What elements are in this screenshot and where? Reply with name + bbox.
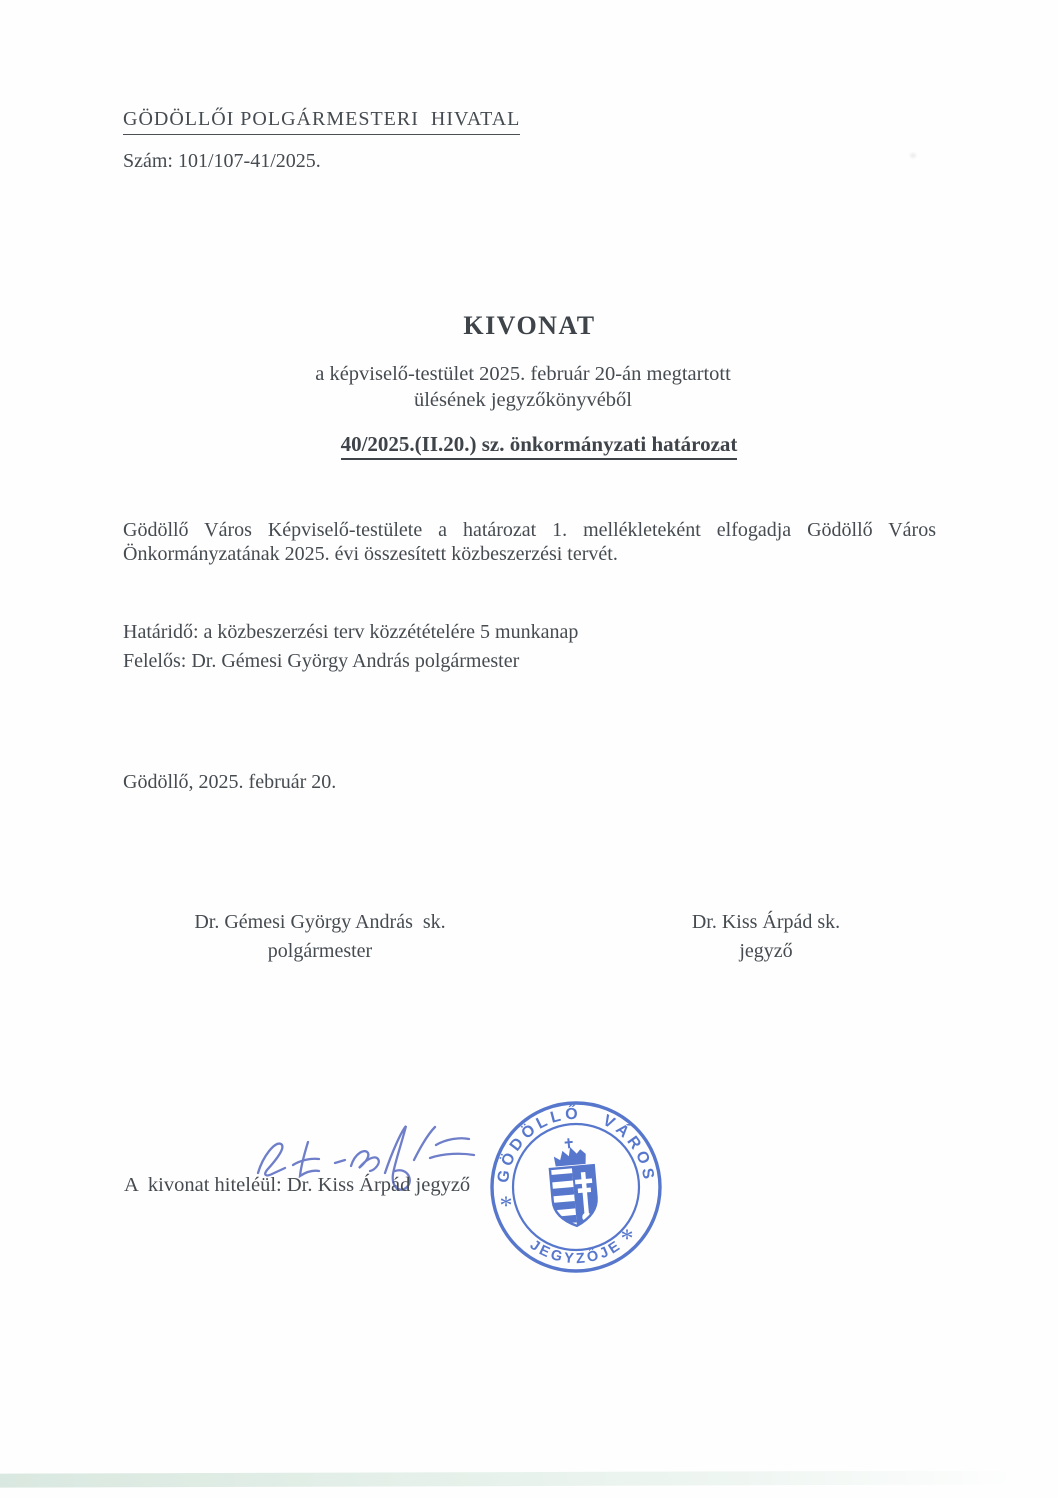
stamp-right-star-icon: * [620, 1224, 634, 1253]
signature-stroke [436, 1138, 469, 1145]
signature-stroke [335, 1160, 345, 1163]
subtitle-line-1: a képviselő-testület 2025. február 20-án megtartott [315, 363, 731, 385]
body-paragraph [123, 519, 936, 566]
signature-block-notary [616, 908, 916, 966]
signer-name-notary: Dr. Kiss Árpád sk. [691, 911, 841, 933]
signature-block-mayor [170, 908, 470, 966]
stamp-left-star-icon: * [499, 1191, 513, 1220]
signer-title-mayor: polgármester [267, 940, 373, 962]
paragraph-line-2: Önkormányzatának 2025. évi összesített közbeszerzési tervét. [123, 542, 618, 565]
signature-stroke [293, 1159, 319, 1165]
notary-round-stamp-icon [466, 1077, 686, 1297]
resolution-number: 40/2025.(II.20.) sz. önkormányzati határozat [341, 432, 738, 460]
stamp-bottom-arc-text: JEGYZŐJE [526, 1237, 626, 1268]
coat-of-arms-icon [547, 1136, 599, 1228]
signature-stroke [258, 1144, 285, 1176]
signature-stroke [414, 1127, 435, 1160]
date-line: Gödöllő, 2025. február 20. [123, 771, 337, 793]
signer-name-mayor: Dr. Gémesi György András sk. [194, 911, 446, 933]
scan-artifact-bottom-band [0, 1470, 1059, 1487]
case-number-line: Szám: 101/107-41/2025. [123, 150, 321, 172]
scan-artifact-speck [910, 153, 916, 158]
document-title: KIVONAT [463, 311, 596, 340]
resolution-heading [0, 432, 1059, 457]
deadline-line: Határidő: a közbeszerzési terv közzétételére 5 munkanap [123, 621, 579, 643]
signer-title-notary: jegyző [739, 940, 793, 962]
document-subtitle [0, 361, 1046, 413]
subtitle-line-2: ülésének jegyzőkönyvéből [413, 389, 633, 411]
signature-stroke [351, 1151, 379, 1171]
office-name-heading: GÖDÖLLŐI POLGÁRMESTERI HIVATAL [123, 108, 520, 135]
paragraph-line-1: Gödöllő Város Képviselő-testülete a határozat 1. mellékleteként elfogadja Gödöllő Város [123, 519, 936, 541]
crown-icon [553, 1146, 586, 1167]
crown-cross [564, 1138, 573, 1149]
responsible-line: Felelős: Dr. Gémesi György András polgármester [123, 650, 520, 672]
stamp-top-arc-text: GÖDÖLLŐ VÁROS [494, 1105, 658, 1185]
attestation-line: A kivonat hiteléül: Dr. Kiss Árpád jegyző [124, 1174, 471, 1196]
